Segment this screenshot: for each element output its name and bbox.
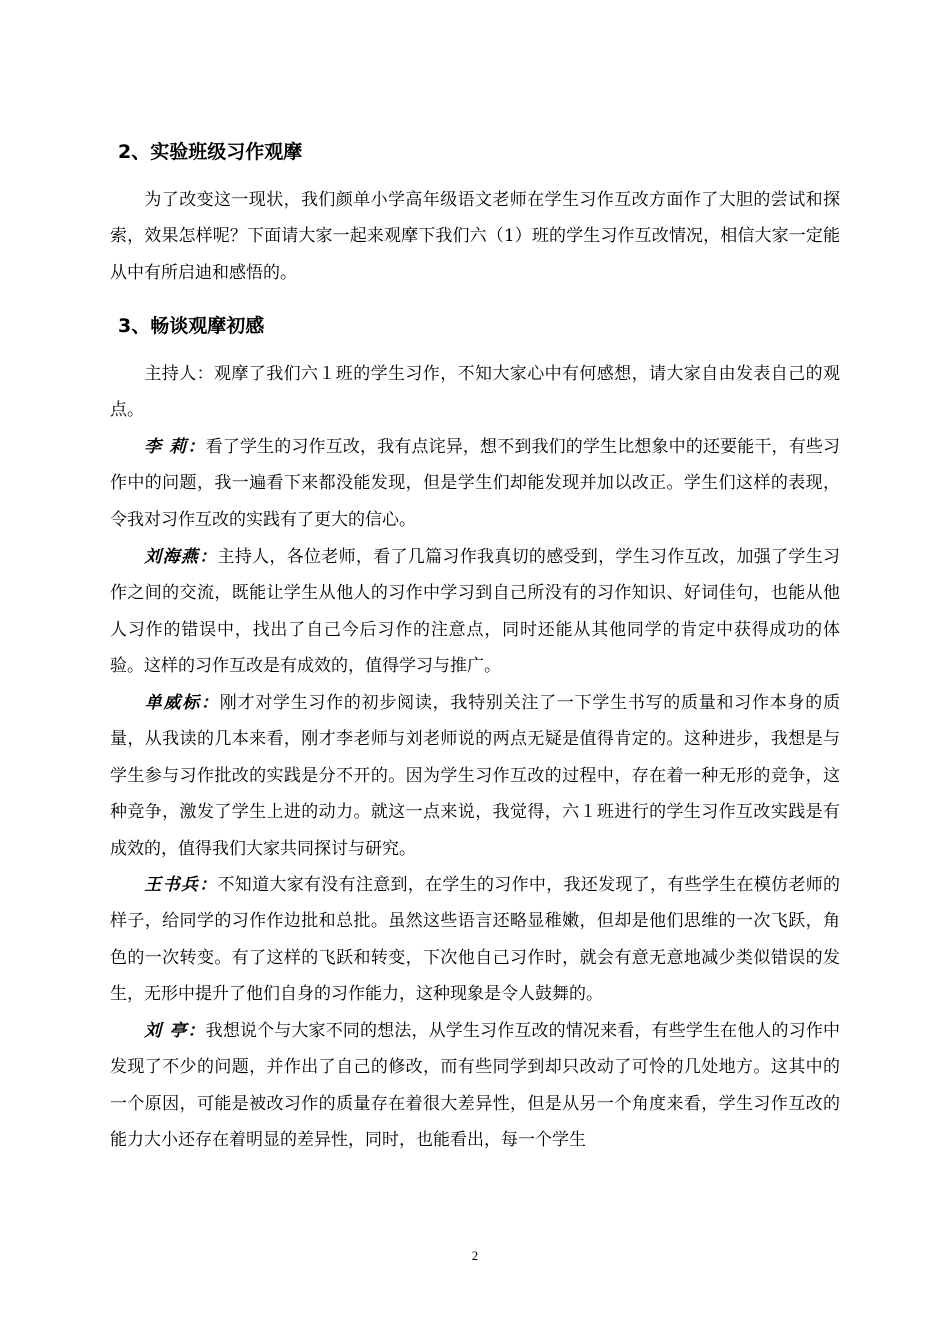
speaker-name: 王书兵：	[144, 875, 218, 895]
paragraph-text: 我想说个与大家不同的想法，从学生习作互改的情况来看，有些学生在他人的习作中发现了不少的问题，并作出了自己的修改，而有些同学到却只改动了可怜的几处地方。这其中的一个原因，可能是被改习作的质量存在着很大差异性，但是从另一个角度来看，学生习作互改的能力大小还存在着明显的差异性，同时，也能看出，每一个学生	[110, 1021, 841, 1151]
paragraph-text: 刚才对学生习作的初步阅读，我特别关注了一下学生书写的质量和习作本身的质量，从我读的几本来看，刚才李老师与刘老师说的两点无疑是值得肯定的。这种进步，我想是与学生参与习作批改的实践是分不开的。因为学生习作互改的过程中，存在着一种无形的竞争，这种竞争，激发了学生上进的动力。就这一点来说，我觉得，六１班进行的学生习作互改实践是有成效的，值得我们大家共同探讨与研究。	[110, 693, 840, 859]
speaker-name: 李 莉：	[144, 437, 206, 457]
section-heading-3: 3、畅谈观摩初感	[118, 315, 265, 337]
paragraph-shan-weibiao	[110, 685, 840, 867]
page-number: 2	[471, 1248, 479, 1263]
speaker-name: 刘海燕：	[144, 547, 218, 567]
paragraph-wang-shubing	[110, 867, 840, 1013]
paragraph-li-li	[110, 429, 840, 538]
section-heading-2: 2、实验班级习作观摩	[118, 141, 303, 163]
paragraph-intro	[110, 182, 840, 291]
paragraph-text: 为了改变这一现状，我们颜单小学高年级语文老师在学生习作互改方面作了大胆的尝试和探索，效果怎样呢？下面请大家一起来观摩下我们六（1）班的学生习作互改情况，相信大家一定能从中有所启迪和感悟的。	[110, 190, 840, 283]
paragraph-liu-ting	[110, 1013, 840, 1159]
paragraph-text: 看了学生的习作互改，我有点诧异，想不到我们的学生比想象中的还要能干，有些习作中的问题，我一遍看下来都没能发现，但是学生们却能发现并加以改正。学生们这样的表现，令我对习作互改的实践有了更大的信心。	[110, 437, 841, 530]
paragraph-text: 主持人：观摩了我们六１班的学生习作，不知大家心中有何感想，请大家自由发表自己的观点。	[110, 364, 840, 421]
speaker-name: 刘 亭：	[144, 1021, 206, 1041]
paragraph-text: 主持人，各位老师，看了几篇习作我真切的感受到，学生习作互改，加强了学生习作之间的交流，既能让学生从他人的习作中学习到自己所没有的习作知识、好词佳句，也能从他人习作的错误中，找出了自己今后习作的注意点，同时还能从其他同学的肯定中获得成功的体验。这样的习作互改是有成效的，值得学习与推广。	[110, 547, 840, 677]
paragraph-host	[110, 356, 840, 429]
paragraph-liu-haiyan	[110, 539, 840, 685]
speaker-name: 单威标：	[144, 693, 220, 713]
paragraph-text: 不知道大家有没有注意到，在学生的习作中，我还发现了，有些学生在模仿老师的样子，给同学的习作作边批和总批。虽然这些语言还略显稚嫩，但却是他们思维的一次飞跃，角色的一次转变。有了这样的飞跃和转变，下次他自己习作时，就会有意无意地减少类似错误的发生，无形中提升了他们自身的习作能力，这种现象是令人鼓舞的。	[110, 875, 840, 1005]
